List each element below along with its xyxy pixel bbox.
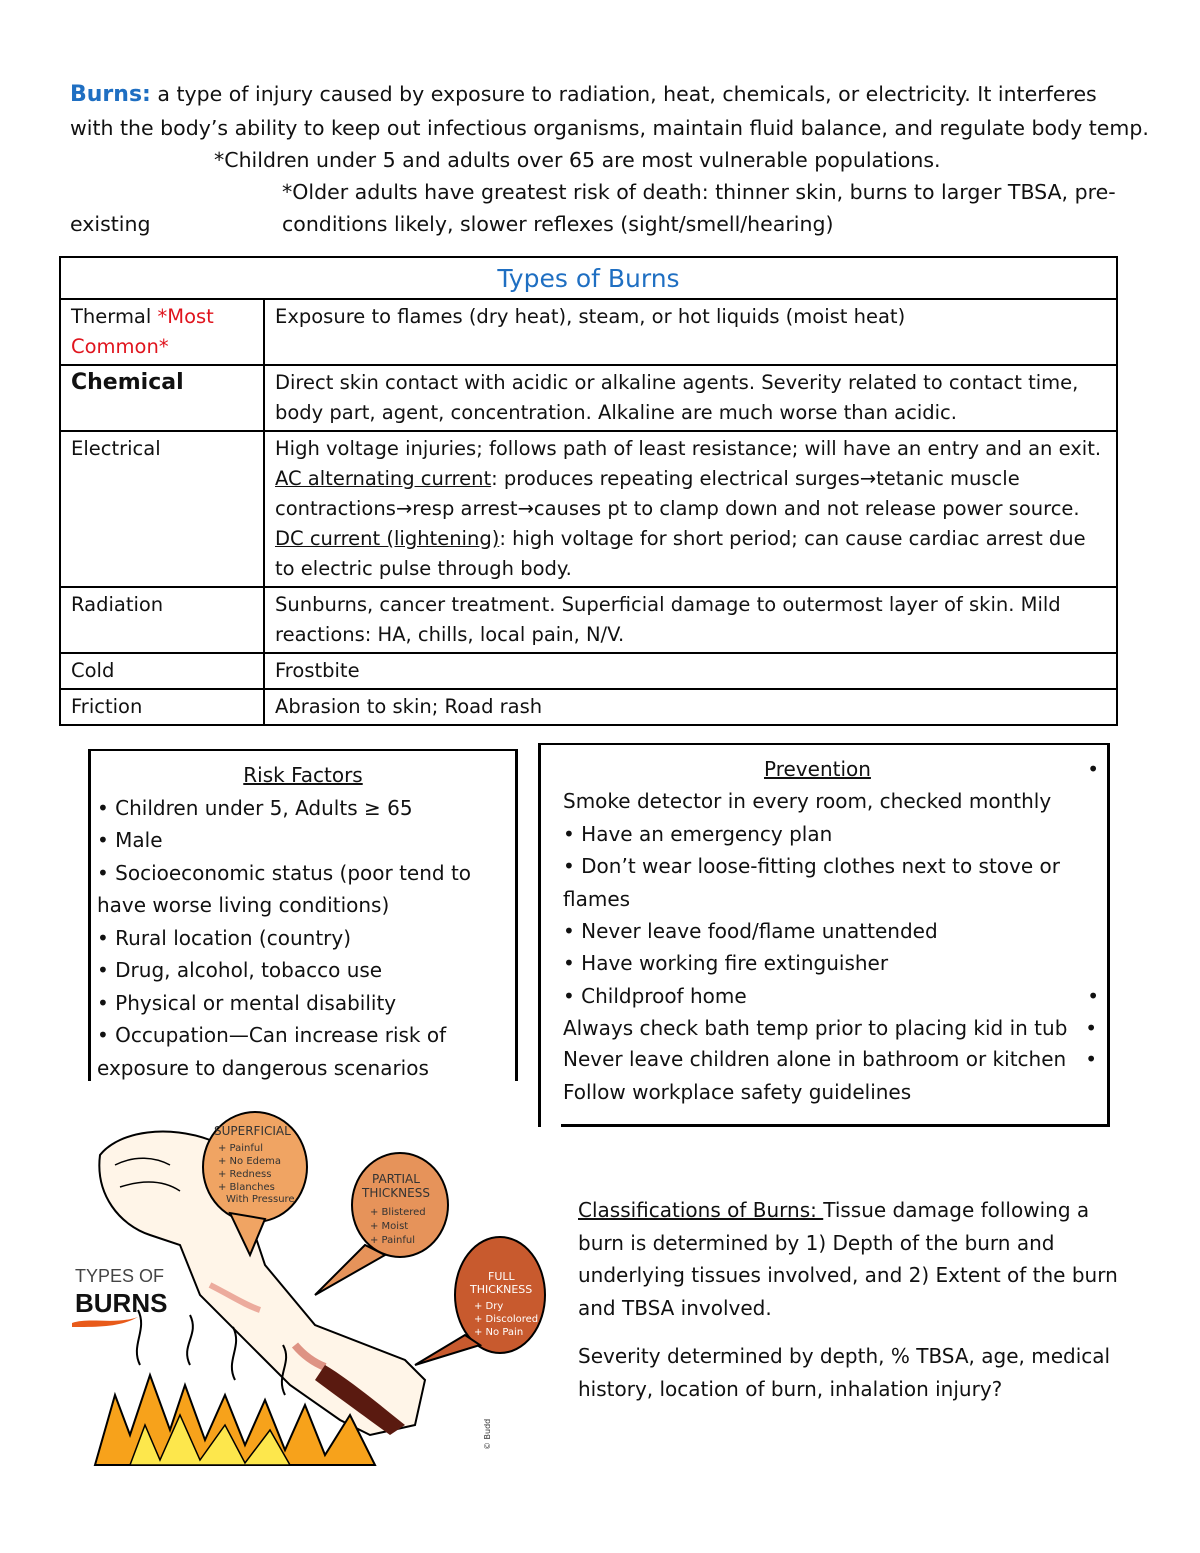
- list-item: • Male: [97, 828, 163, 852]
- table-row-friction: [60, 689, 1117, 725]
- classification-section: [578, 1194, 1123, 1405]
- classification-paragraph: Classifications of Burns: Tissue damage following a burn is determined by 1) Depth of the burn and underlying tissues involved, and 2) Extent of the burn and TBSA involved.: [578, 1198, 1118, 1320]
- type-name: Chemical: [60, 365, 264, 431]
- dc-current-label: DC current (lightening): [275, 527, 500, 550]
- table-row-cold: [60, 653, 1117, 689]
- full-item: + Dry: [474, 1301, 504, 1312]
- prevention-box: [538, 743, 1110, 1127]
- intro-note-older-adults: *Older adults have greatest risk of death: thinner skin, burns to larger TBSA, pre-: [282, 180, 1116, 204]
- classification-label: Classifications of Burns:: [578, 1198, 824, 1222]
- list-item: Never leave children alone in bathroom or kitchen: [563, 1047, 1067, 1071]
- list-item: • Rural location (country): [97, 925, 352, 950]
- illustration-title-1: TYPES OF: [75, 1266, 165, 1286]
- stray-bullet: •: [1087, 984, 1099, 1008]
- burns-illustration-svg: [60, 1095, 539, 1473]
- stray-bullet: •: [1085, 1016, 1097, 1040]
- list-item: • Children under 5, Adults ≥ 65: [97, 795, 413, 820]
- severity-paragraph: Severity determined by depth, % TBSA, age, medical history, location of burn, inhalation injury?: [578, 1344, 1111, 1401]
- type-name: Thermal *Most Common*: [60, 299, 264, 365]
- type-description: Abrasion to skin; Road rash: [264, 689, 1117, 725]
- partial-item: + Moist: [370, 1221, 409, 1232]
- ac-current-label: AC alternating current: [275, 467, 492, 490]
- table-row-electrical: [60, 431, 1117, 587]
- full-title-2: THICKNESS: [470, 1283, 533, 1296]
- intro-line-2: with the body’s ability to keep out infectious organisms, maintain fluid balance, and regulate body temp.: [70, 116, 1149, 140]
- type-name: Cold: [60, 653, 264, 689]
- table-row-thermal: [60, 299, 1117, 365]
- list-item: • Socioeconomic status (poor tend to have worse living conditions): [97, 860, 472, 917]
- table-row-chemical: [60, 365, 1117, 431]
- type-description: Frostbite: [264, 653, 1117, 689]
- intro-line-1: Burns: a type of injury caused by exposure to radiation, heat, chemicals, or electricity. It interferes: [70, 82, 1097, 107]
- list-item: Follow workplace safety guidelines: [563, 1080, 912, 1104]
- type-name: Friction: [60, 689, 264, 725]
- list-item: • Drug, alcohol, tobacco use: [97, 958, 383, 982]
- illustration-title-2: BURNS: [75, 1288, 168, 1318]
- types-of-burns-table: [59, 256, 1118, 726]
- type-name: Electrical: [60, 431, 264, 587]
- list-item: Always check bath temp prior to placing kid in tub: [563, 1016, 1068, 1040]
- table-row-radiation: [60, 587, 1117, 653]
- list-item: • Occupation—Can increase risk of exposure to dangerous scenarios: [97, 1023, 447, 1080]
- superficial-title: SUPERFICIAL: [214, 1124, 291, 1138]
- full-title-1: FULL: [488, 1270, 515, 1283]
- table-title: Types of Burns: [60, 257, 1117, 299]
- prevention-title: Prevention: [764, 757, 871, 781]
- superficial-item: + No Edema: [218, 1156, 282, 1167]
- types-of-burns-illustration: [60, 1095, 539, 1473]
- intro-note-vulnerable: *Children under 5 and adults over 65 are most vulnerable populations.: [214, 148, 941, 172]
- risk-factors-box: [88, 749, 518, 1081]
- list-item: • Never leave food/flame unattended: [563, 919, 938, 943]
- type-description: Sunburns, cancer treatment. Superficial damage to outermost layer of skin. Mild reactions: HA, chills, local pain, N/V.: [264, 587, 1117, 653]
- superficial-item: + Painful: [218, 1143, 264, 1154]
- list-item: • Have working fire extinguisher: [563, 951, 889, 975]
- partial-item: + Painful: [370, 1235, 416, 1246]
- burns-term: Burns:: [70, 82, 151, 107]
- list-item: • Don’t wear loose-fitting clothes next to stove or flames: [563, 854, 1061, 911]
- type-description: Exposure to flames (dry heat), steam, or hot liquids (moist heat): [264, 299, 1117, 365]
- partial-item: + Blistered: [370, 1207, 426, 1218]
- type-description: Direct skin contact with acidic or alkaline agents. Severity related to contact time, body part, agent, concentration. Alkaline are much worse than acidic.: [264, 365, 1117, 431]
- most-common-flag: *Most Common*: [71, 305, 214, 358]
- type-name: Radiation: [60, 587, 264, 653]
- flame-underline: [72, 1317, 138, 1327]
- type-description: High voltage injuries; follows path of least resistance; will have an entry and an exit. AC alternating current: produces repeating electrical surges→tetanic muscle contractions→resp arrest→causes pt to clamp down and not release power source. DC current (lightening): high voltage for short period; can cause cardiac arrest due to electric pulse through body.: [264, 431, 1117, 587]
- partial-title-2: THICKNESS: [362, 1186, 430, 1200]
- risk-factors-title: Risk Factors: [243, 763, 363, 787]
- full-item: + Discolored: [474, 1314, 539, 1325]
- prevention-box-bottom-border: [561, 1124, 1110, 1127]
- partial-title-1: PARTIAL: [372, 1172, 420, 1186]
- stray-bullet: •: [1085, 1047, 1097, 1071]
- list-item: • Childproof home: [563, 984, 747, 1008]
- superficial-item: + Blanches: [218, 1182, 275, 1193]
- list-item: • Have an emergency plan: [563, 822, 833, 846]
- stray-bullet: •: [1087, 757, 1099, 781]
- intro-note-existing: existing: [70, 212, 151, 236]
- list-item: • Physical or mental disability: [97, 990, 397, 1015]
- list-item: Smoke detector in every room, checked monthly: [563, 789, 1052, 813]
- superficial-item: With Pressure: [226, 1194, 295, 1205]
- full-item: + No Pain: [474, 1327, 524, 1338]
- superficial-item: + Redness: [218, 1169, 272, 1180]
- intro-note-conditions: conditions likely, slower reflexes (sight/smell/hearing): [282, 212, 834, 236]
- artist-signature: © Budd: [483, 1418, 492, 1450]
